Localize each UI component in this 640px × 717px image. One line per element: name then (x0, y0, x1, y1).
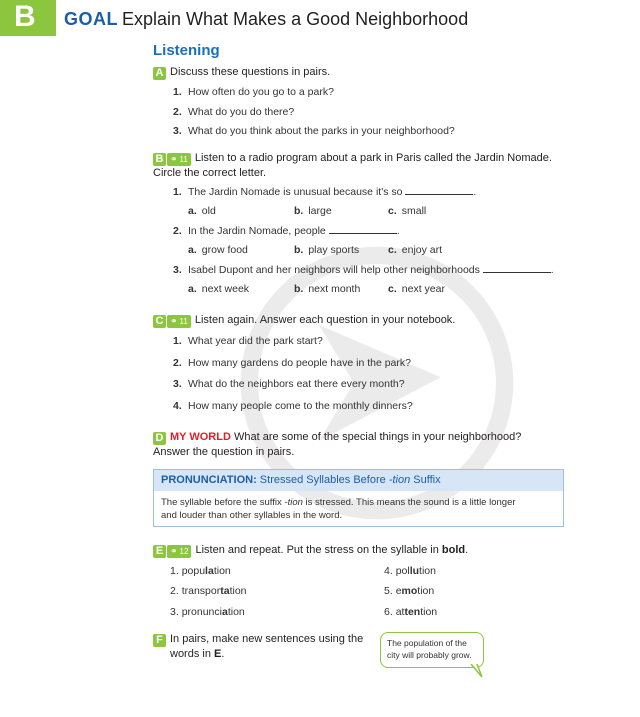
activity-e-badge: E (153, 545, 166, 558)
section-title: Listening (153, 42, 220, 59)
activity-b-text-1: Listen to a radio program about a park in Paris called the Jardin Nomade. (194, 152, 552, 164)
headphones-icon: ⚭ (170, 154, 178, 164)
option-b1-c[interactable]: c. small (388, 205, 427, 217)
activity-c-instruction (153, 313, 455, 328)
option-b3-a[interactable]: a. next week (188, 283, 250, 295)
option-b2-a[interactable]: a. grow food (188, 244, 248, 256)
activity-c-question-1: 1. What year did the park start? (173, 335, 323, 347)
activity-a-question-1: 1. How often do you go to a park? (173, 86, 334, 98)
audio-track-c: ⚭ 11 (167, 315, 191, 328)
word-item-5: 5. emotion (384, 585, 435, 597)
activity-a-text: Discuss these questions in pairs. (170, 66, 331, 78)
activity-c-text: Listen again. Answer each question in your notebook. (194, 314, 456, 326)
activity-d-text-2: Answer the question in pairs. (153, 446, 295, 458)
option-b2-b[interactable]: b. play sports (294, 244, 360, 256)
activity-e-instruction: E ⚭ 12 Listen and repeat. Put the stress on the syllable in bold. (153, 543, 468, 558)
option-b3-b[interactable]: b. next month (294, 283, 361, 295)
activity-b-question-2: 2. In the Jardin Nomade, people . (173, 225, 400, 237)
activity-a-question-3: 3. What do you think about the parks in your neighborhood? (173, 125, 455, 137)
option-b1-a[interactable]: a. old (188, 205, 216, 217)
pronunciation-box (153, 469, 564, 527)
headphones-icon: ⚭ (170, 546, 178, 556)
activity-b-text-2: Circle the correct letter. (153, 167, 267, 179)
audio-track-b: ⚭ 11 (167, 153, 191, 166)
option-b3-c[interactable]: c. next year (388, 283, 445, 295)
pronunciation-body: The syllable before the suffix -tion is stressed. This means the sound is a little longer and louder than other syllables in the word. (161, 497, 516, 521)
goal-title: Explain What Makes a Good Neighborhood (122, 9, 469, 29)
activity-d-badge: D (153, 432, 166, 445)
activity-c-badge: C (153, 315, 166, 328)
answer-blank[interactable] (405, 186, 473, 195)
goal-label: GOAL (64, 9, 118, 29)
option-b1-b[interactable]: b. large (294, 205, 332, 217)
activity-b-question-1: 1. The Jardin Nomade is unusual because it's so . (173, 186, 477, 198)
pronunciation-header: PRONUNCIATION: Stressed Syllables Before -tion Suffix (154, 470, 563, 491)
activity-c-question-4: 4. How many people come to the monthly dinners? (173, 400, 413, 412)
activity-f-instruction: F In pairs, make new sentences using the words in E. (153, 632, 363, 662)
lesson-tab (0, 0, 56, 36)
lesson-header (0, 0, 640, 38)
activity-b-instruction (153, 151, 552, 181)
activity-a-badge: A (153, 67, 166, 80)
activity-a-question-2: 2. What do you do there? (173, 106, 295, 118)
lesson-letter: B (14, 0, 36, 33)
activity-d-instruction (153, 430, 521, 460)
my-world-tag: MY WORLD (170, 431, 231, 443)
activity-b-question-3: 3. Isabel Dupont and her neighbors will help other neighborhoods . (173, 264, 554, 276)
headphones-icon: ⚭ (170, 316, 178, 326)
activity-c-question-3: 3. What do the neighbors eat there every month? (173, 378, 405, 390)
activity-d-text-1: What are some of the special things in your neighborhood? (233, 431, 522, 443)
word-item-4: 4. pollution (384, 565, 436, 577)
speech-bubble-tail-icon (470, 664, 484, 678)
speech-bubble: The population of the city will probably grow. (380, 632, 484, 668)
word-item-2: 2. transportation (170, 585, 247, 597)
answer-blank[interactable] (483, 264, 551, 273)
activity-b-badge: B (153, 153, 166, 166)
activity-f-badge: F (153, 634, 166, 647)
option-b2-c[interactable]: c. enjoy art (388, 244, 443, 256)
activity-a-instruction (153, 65, 330, 80)
word-item-3: 3. pronunciation (170, 606, 245, 618)
word-item-1: 1. population (170, 565, 231, 577)
answer-blank[interactable] (329, 225, 397, 234)
word-item-6: 6. attention (384, 606, 438, 618)
activity-c-question-2: 2. How many gardens do people have in the park? (173, 357, 411, 369)
audio-track-e: ⚭ 12 (167, 545, 191, 558)
